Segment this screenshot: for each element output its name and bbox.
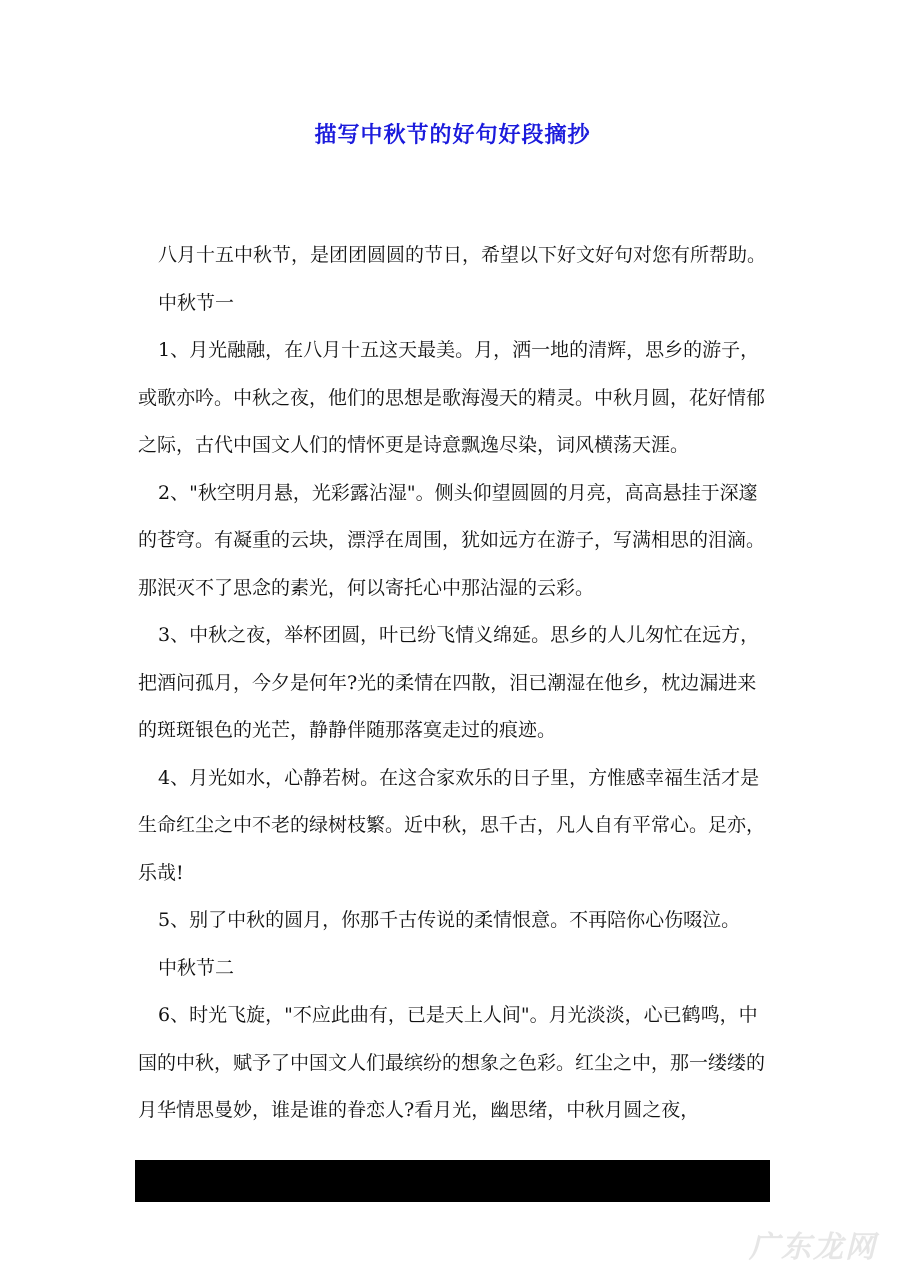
- paragraph-6: 6、时光飞旋，"不应此曲有，已是天上人间"。月光淡淡，心已鹤鸣，中国的中秋，赋予了中国文人们最缤纷的想象之色彩。红尘之中，那一缕缕的月华情思曼妙，谁是谁的眷恋人?看月光，幽思绪，中秋月圆之夜，: [138, 1004, 766, 1121]
- document-body: [138, 232, 770, 1135]
- section-heading-1: 中秋节一: [158, 291, 235, 314]
- section-heading-2: 中秋节二: [158, 956, 235, 979]
- paragraph-1: 1、月光融融，在八月十五这天最美。月，洒一地的清辉，思乡的游子，或歌亦吟。中秋之夜，他们的思想是歌海漫天的精灵。中秋月圆，花好情郁之际，古代中国文人们的情怀更是诗意飘逸尽染，词风横荡天涯。: [138, 339, 766, 456]
- page-footer: [135, 1160, 770, 1233]
- document-title: 描写中秋节的好句好段摘抄: [314, 123, 591, 148]
- watermark-logo: 广东龙网: [749, 1230, 877, 1265]
- paragraph-4: 4、月光如水，心静若树。在这合家欢乐的日子里，方惟感幸福生活才是生命红尘之中不老的绿树枝繁。近中秋，思千古，凡人自有平常心。足亦，乐哉!: [138, 766, 766, 884]
- paragraph-2: 2、"秋空明月悬，光彩露沾湿"。侧头仰望圆圆的月亮，高高悬挂于深邃的苍穹。有凝重的云块，漂浮在周围，犹如远方在游子，写满相思的泪滴。那泯灭不了思念的素光，何以寄托心中那沾湿的云彩。: [138, 481, 766, 599]
- paragraph-5: 5、别了中秋的圆月，你那千古传说的柔情恨意。不再陪你心伤啜泣。: [158, 909, 741, 931]
- page-indicator: 第 1 页 / 总页数 4 页: [369, 1212, 563, 1233]
- paragraph-intro: 八月十五中秋节，是团团圆圆的节日，希望以下好文好句对您有所帮助。: [158, 244, 767, 266]
- paragraph-3: 3、中秋之夜，举杯团圆，叶已纷飞情义绵延。思乡的人儿匆忙在远方，把酒问孤月，今夕是何年?光的柔情在四散，泪已潮湿在他乡，枕边漏进来的斑斑银色的光芒，静静伴随那落寞走过的痕迹。: [138, 624, 760, 741]
